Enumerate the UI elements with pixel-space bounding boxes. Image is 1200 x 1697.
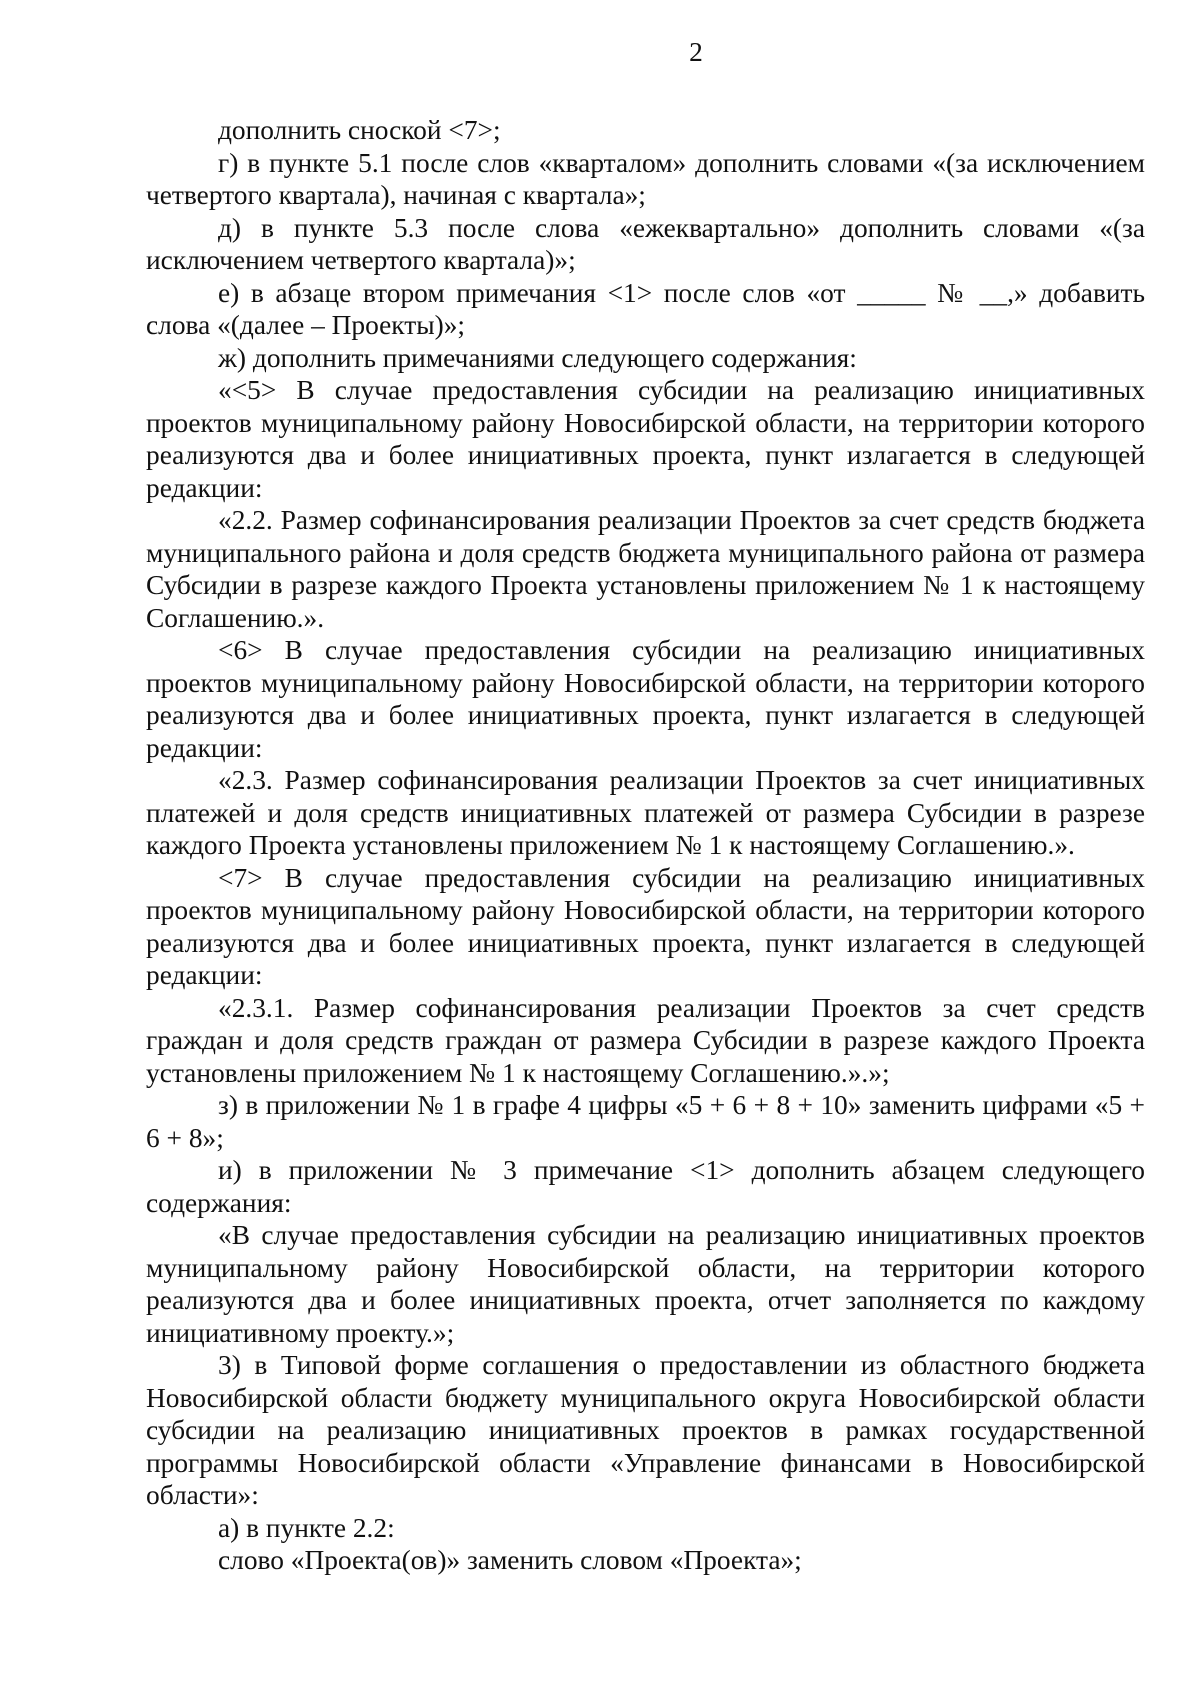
- paragraph-clause-2-3-1: «2.3.1. Размер софинансирования реализации Проектов за счет средств граждан и доля средств граждан от размера Субсидии в разрезе каждого Проекта установлены приложением № 1 к настоящему Соглашению.».»;: [146, 992, 1145, 1088]
- paragraph-replace-word: слово «Проекта(ов)» заменить словом «Проекта»;: [218, 1545, 802, 1575]
- paragraph-note-6: <6> В случае предоставления субсидии на реализацию инициативных проектов муниципальному району Новосибирской области, на территории которого реализуются два и более инициативных проекта, пункт излагается в следующей редакции:: [146, 635, 1145, 763]
- paragraph-item-g: г) в пункте 5.1 после слов «кварталом» дополнить словами «(за исключением четвертого квартала), начиная с квартала»;: [146, 147, 1145, 210]
- paragraph-clause-2-3: «2.3. Размер софинансирования реализации Проектов за счет инициативных платежей и доля средств инициативных платежей от размера Субсидии в разрезе каждого Проекта установлены приложением № 1 к настоящему Соглашению.».: [146, 765, 1145, 860]
- paragraph-clause-2-2: «2.2. Размер софинансирования реализации Проектов за счет средств бюджета муниципального района и доля средств бюджета муниципального района от размера Субсидии в разрезе каждого Проекта установлены приложением № 1 к настоящему Соглашению.».: [146, 505, 1145, 633]
- paragraph-item-e: е) в абзаце втором примечания <1> после слов «от _____ № __,» добавить слова «(далее – Проекты)»;: [146, 277, 1145, 340]
- paragraph-item-i: и) в приложении № 3 примечание <1> дополнить абзацем следующего содержания:: [146, 1155, 1145, 1218]
- paragraph-item-a: а) в пункте 2.2:: [218, 1512, 395, 1543]
- paragraph-item-zh: ж) дополнить примечаниями следующего содержания:: [218, 342, 857, 373]
- paragraph-item-3: 3) в Типовой форме соглашения о предоставлении из областного бюджета Новосибирской области бюджету муниципального округа Новосибирской области субсидии на реализацию инициативных проектов в рамках государственной программы Новосибирской области «Управление финансами в Новосибирской области»:: [146, 1350, 1145, 1510]
- page-number: 2: [689, 37, 703, 67]
- paragraph-footnote-7: дополнить сноской <7>;: [218, 115, 501, 145]
- paragraph-note-5: «<5> В случае предоставления субсидии на реализацию инициативных проектов муниципальному району Новосибирской области, на территории которого реализуются два и более инициативных проекта, пункт излагается в следующей редакции:: [146, 375, 1145, 503]
- paragraph-note-7: <7> В случае предоставления субсидии на реализацию инициативных проектов муниципальному району Новосибирской области, на территории которого реализуются два и более инициативных проекта, пункт излагается в следующей редакции:: [146, 862, 1145, 990]
- paragraph-item-z: з) в приложении № 1 в графе 4 цифры «5 + 6 + 8 + 10» заменить цифрами «5 + 6 + 8»;: [146, 1090, 1145, 1153]
- paragraph-item-d: д) в пункте 5.3 после слова «ежеквартально» дополнить словами «(за исключением четвертого квартала)»;: [146, 212, 1145, 275]
- paragraph-quote-report: «В случае предоставления субсидии на реализацию инициативных проектов муниципальному району Новосибирской области, на территории которого реализуются два и более инициативных проекта, отчет заполняется по каждому инициативному проекту.»;: [146, 1220, 1145, 1348]
- document-body: [146, 114, 1145, 1577]
